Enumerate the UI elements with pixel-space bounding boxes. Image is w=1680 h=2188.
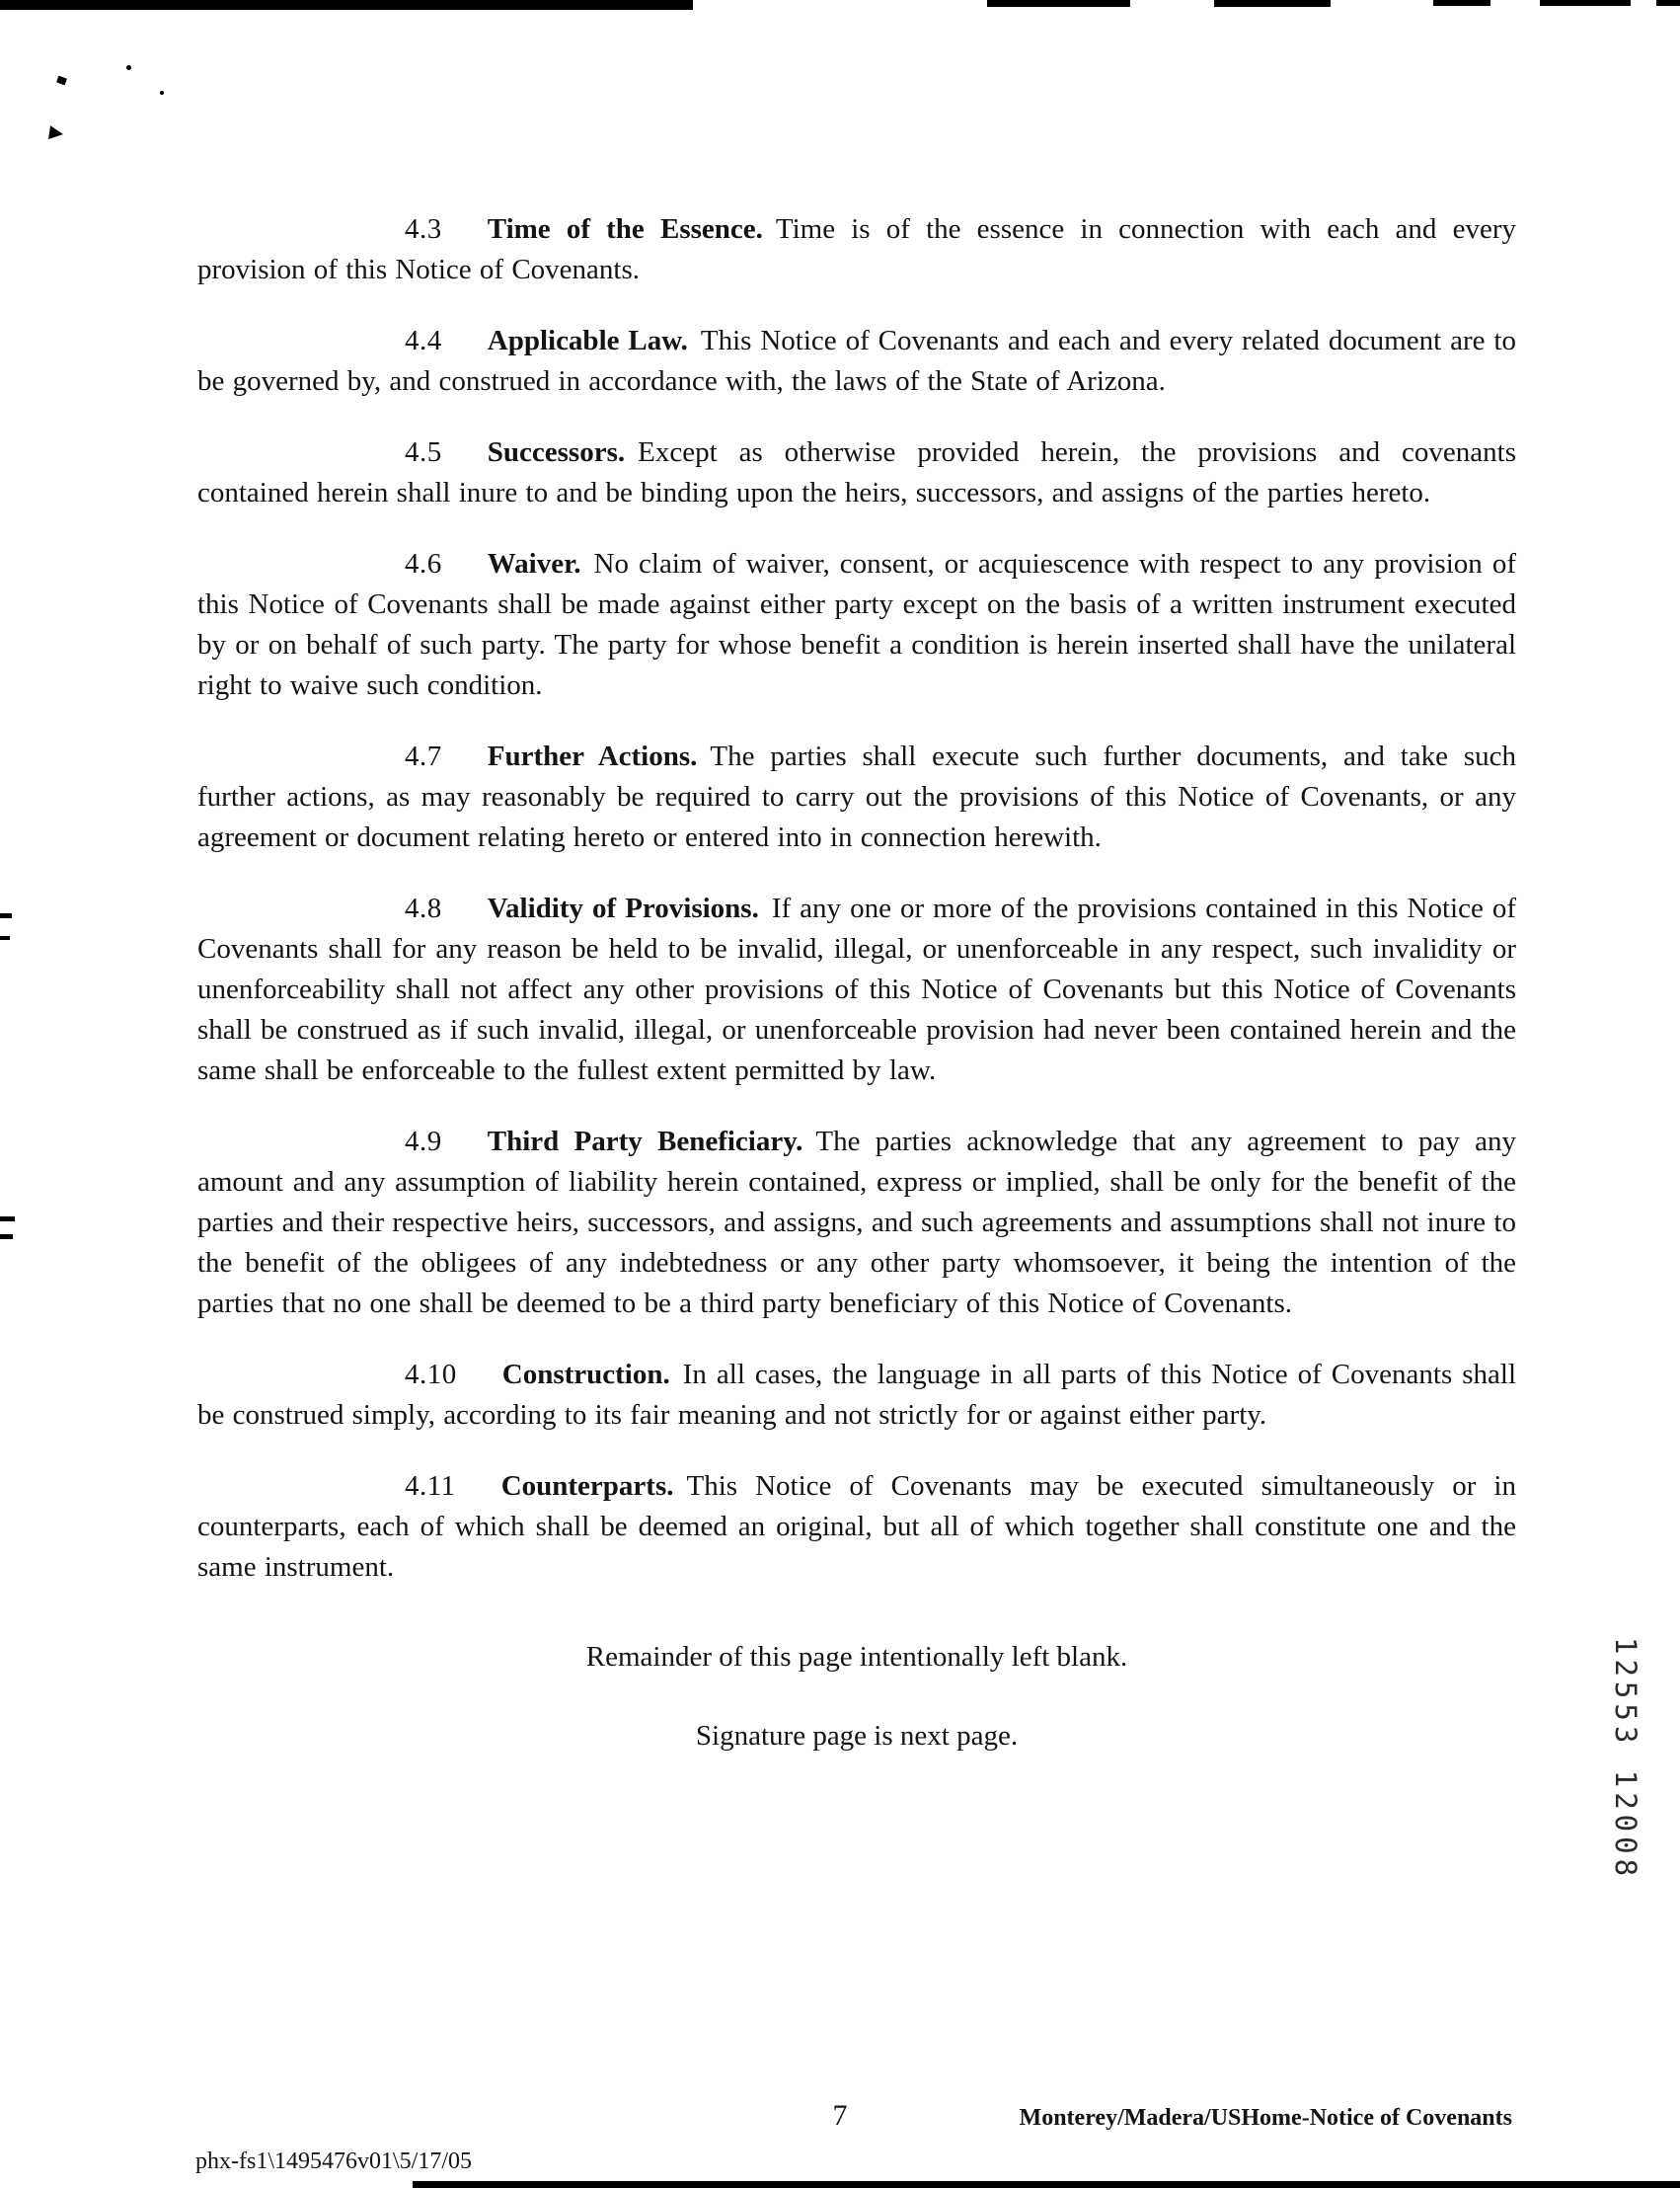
footer-file-reference: phx-fs1\1495476v01\5/17/05 [195,2149,472,2174]
section-heading: Counterparts. [500,1470,674,1502]
page-number: 7 [832,2099,848,2132]
section-body-text: If any one or more of the provisions contained in this Notice of Covenants shall for any reason be held to be invalid, illegal, or unenforceable in any respect, such invalidity or unenforceability shall not affect any other provisions of this Notice of Covenants but this Notice of Covenants shall be construed as if such invalid, illegal, or unenforceable provision had never been contained herein and the same shall be enforceable to the fullest extent permitted by law. [197,893,1516,1086]
section-heading: Construction. [501,1359,670,1390]
covenant-section [197,1466,1516,1588]
covenant-section [197,321,1516,402]
scan-artifact-left-tick [0,1216,15,1221]
scan-artifact-top-dash [1656,0,1680,6]
section-number: 4.8 [405,893,442,924]
covenant-section [197,1355,1516,1436]
remainder-notice: Remainder of this page intentionally left blank. [585,1641,1128,1673]
covenant-section [197,889,1516,1091]
section-heading: Successors. [487,436,626,468]
covenant-section [197,1122,1516,1324]
scan-artifact-bottom-bar [413,2181,1680,2188]
scan-speck [160,91,164,95]
section-body-text: Except as otherwise provided herein, the provisions and covenants contained herein shall inure to and be binding upon the heirs, successors, and assigns of the parties hereto. [197,436,1516,508]
covenant-section [197,737,1516,858]
scan-artifact-left-tick [0,936,10,940]
scan-artifact-top-dash [1540,0,1631,6]
section-heading: Waiver. [487,548,581,580]
section-number: 4.5 [405,436,442,468]
covenant-section [197,544,1516,706]
scan-artifact-top-dash [1433,0,1490,6]
section-body-text: This Notice of Covenants may be executed simultaneously or in counterparts, each of which shall be deemed an original, but all of which together shall constitute one and the same instrument. [197,1470,1516,1583]
covenant-section [197,209,1516,290]
scan-artifact-left-tick [0,913,12,918]
scan-artifact-top-dash [987,0,1130,7]
scan-artifact-left-tick [0,1234,13,1239]
section-heading: Third Party Beneficiary. [487,1126,803,1157]
scan-speck [126,65,131,70]
section-number: 4.4 [405,325,442,356]
scan-artifact-top-bar [0,0,693,10]
section-body-text: Time is of the essence in connection with each and every provision of this Notice of Covenants. [197,213,1516,285]
section-number: 4.10 [405,1359,457,1390]
footer-document-label: Monterey/Madera/USHome-Notice of Covenants [1019,2105,1512,2131]
signature-notice: Signature page is next page. [695,1720,1019,1752]
side-stamp-numbers: 12553 12008 [1609,1637,1642,1882]
section-body-text: The parties acknowledge that any agreement to pay any amount and any assumption of liability herein contained, express or implied, shall be only for the benefit of the parties and their respective heirs, successors, and assigns, and such agreements and assumptions shall not inure to the benefit of the obligees of any indebtedness or any other party whomsoever, it being the intention of the parties that no one shall be deemed to be a third party beneficiary of this Notice of Covenants. [197,1126,1517,1319]
section-body-text: The parties shall execute such further documents, and take such further actions, as may reasonably be required to carry out the provisions of this Notice of Covenants, or any agreement or document relating hereto or entered into in connection herewith. [197,741,1517,853]
section-number: 4.11 [405,1470,456,1502]
section-body-text: This Notice of Covenants and each and every related document are to be governed by, and construed in accordance with, the laws of the State of Arizona. [197,325,1516,397]
section-heading: Applicable Law. [487,325,688,356]
section-body-text: No claim of waiver, consent, or acquiescence with respect to any provision of this Notice of Covenants shall be made against either party except on the basis of a written instrument executed by or on behalf of such party. The party for whose benefit a condition is herein inserted shall have the unilateral right to waive such condition. [197,548,1516,701]
section-number: 4.7 [405,741,442,772]
covenant-sections-list [197,209,1516,1588]
covenant-section [197,432,1516,513]
section-heading: Validity of Provisions. [487,893,759,924]
section-number: 4.6 [405,548,442,580]
section-body-text: In all cases, the language in all parts of this Notice of Covenants shall be construed simply, according to its fair meaning and not strictly for or against either party. [197,1359,1516,1431]
scan-speck [56,76,67,86]
covenants-text-block [197,209,1516,1757]
section-heading: Time of the Essence. [487,213,763,245]
section-number: 4.3 [405,213,442,245]
section-number: 4.9 [405,1126,442,1157]
scan-speck-arrow [48,125,64,141]
scan-artifact-top-dash [1214,0,1331,7]
section-heading: Further Actions. [487,741,698,772]
